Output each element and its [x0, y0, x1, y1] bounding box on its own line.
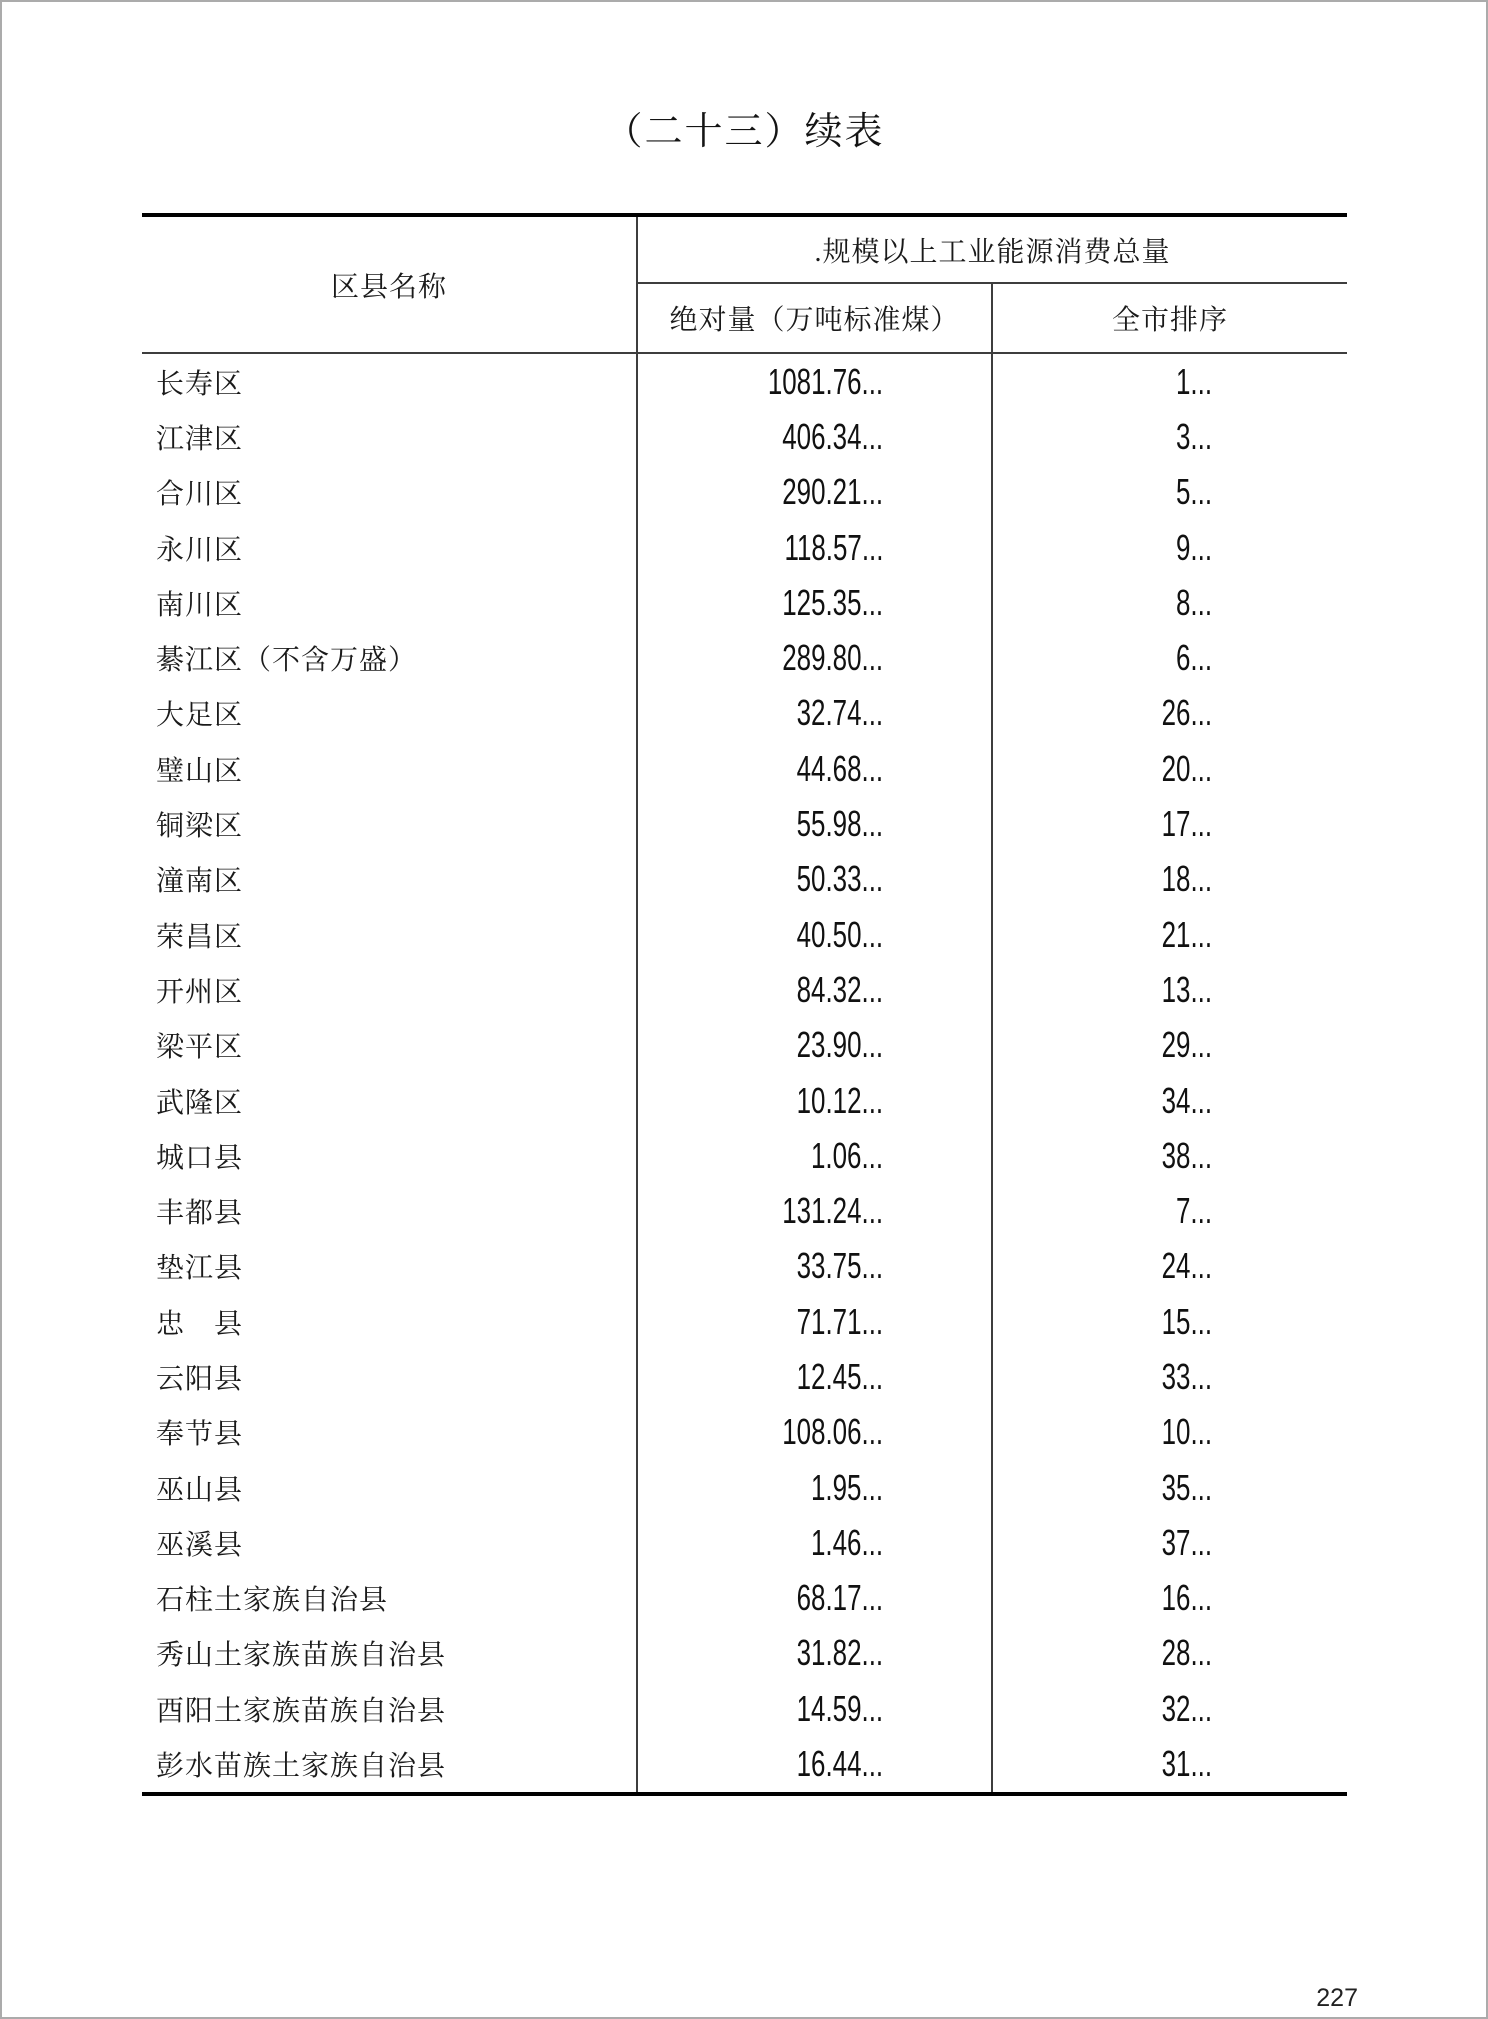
rank-value: 21...	[1161, 913, 1212, 955]
rank-value: 31...	[1161, 1743, 1212, 1785]
energy-value: 55.98...	[796, 803, 883, 845]
energy-value: 40.50...	[796, 913, 883, 955]
rank-value: 33...	[1161, 1355, 1212, 1397]
district-name: 綦江区（不含万盛）	[142, 630, 638, 685]
rank-cell	[993, 409, 1347, 464]
energy-value-cell	[638, 1018, 993, 1073]
energy-value-cell	[638, 354, 993, 409]
rank-value: 13...	[1161, 968, 1212, 1010]
district-name: 潼南区	[142, 852, 638, 907]
rank-value: 8...	[1175, 581, 1212, 623]
rank-cell	[993, 1515, 1347, 1570]
energy-value-cell	[638, 1736, 993, 1791]
table-row	[142, 1571, 1347, 1626]
energy-value: 118.57...	[784, 526, 883, 568]
rank-cell	[993, 686, 1347, 741]
district-name: 彭水苗族土家族自治县	[142, 1736, 638, 1791]
energy-value-cell	[638, 1515, 993, 1570]
district-name: 奉节县	[142, 1405, 638, 1460]
district-name: 铜梁区	[142, 796, 638, 851]
district-name: 忠 县	[142, 1294, 638, 1349]
table-body	[142, 354, 1347, 1792]
district-name: 秀山土家族苗族自治县	[142, 1626, 638, 1681]
energy-value-cell	[638, 1681, 993, 1736]
district-name: 丰都县	[142, 1183, 638, 1238]
page-number: 227	[1316, 1984, 1358, 2012]
district-name: 武隆区	[142, 1073, 638, 1128]
rank-value: 37...	[1161, 1521, 1212, 1563]
table-row	[142, 962, 1347, 1017]
energy-value-cell	[638, 741, 993, 796]
energy-value: 131.24...	[782, 1190, 883, 1232]
rank-value: 20...	[1161, 747, 1212, 789]
energy-value: 31.82...	[796, 1632, 883, 1674]
table-row	[142, 1128, 1347, 1183]
table-row	[142, 1349, 1347, 1404]
rank-cell	[993, 1349, 1347, 1404]
energy-value-cell	[638, 962, 993, 1017]
energy-value: 1.46...	[810, 1521, 883, 1563]
energy-value-cell	[638, 1460, 993, 1515]
rank-value: 6...	[1175, 637, 1212, 679]
rank-value: 1...	[1175, 360, 1212, 402]
absolute-column-header: 绝对量（万吨标准煤）	[638, 284, 993, 352]
energy-value: 50.33...	[796, 858, 883, 900]
rank-cell	[993, 1294, 1347, 1349]
table-row	[142, 575, 1347, 630]
energy-value: 71.71...	[796, 1300, 883, 1342]
energy-value: 33.75...	[796, 1245, 883, 1287]
table-row	[142, 1073, 1347, 1128]
rank-value: 16...	[1161, 1577, 1212, 1619]
rank-value: 32...	[1161, 1687, 1212, 1729]
district-name: 合川区	[142, 465, 638, 520]
energy-value: 108.06...	[782, 1411, 883, 1453]
rank-value: 3...	[1175, 415, 1212, 457]
energy-value-cell	[638, 520, 993, 575]
district-name: 南川区	[142, 575, 638, 630]
rank-value: 35...	[1161, 1466, 1212, 1508]
sub-header-row	[638, 284, 1347, 352]
energy-value: 68.17...	[796, 1577, 883, 1619]
rank-cell	[993, 796, 1347, 851]
table-row	[142, 796, 1347, 851]
rank-cell	[993, 1571, 1347, 1626]
district-name: 巫溪县	[142, 1515, 638, 1570]
table-row	[142, 1460, 1347, 1515]
energy-value-cell	[638, 630, 993, 685]
rank-value: 10...	[1161, 1411, 1212, 1453]
rank-cell	[993, 1626, 1347, 1681]
energy-value-cell	[638, 1349, 993, 1404]
table-row	[142, 1681, 1347, 1736]
rank-value: 29...	[1161, 1024, 1212, 1066]
rank-cell	[993, 1736, 1347, 1791]
page-title: （二十三）续表	[604, 111, 885, 153]
energy-value: 16.44...	[796, 1743, 883, 1785]
table-row	[142, 1405, 1347, 1460]
energy-value-cell	[638, 409, 993, 464]
energy-value: 44.68...	[796, 747, 883, 789]
energy-value: 406.34...	[782, 415, 883, 457]
district-name: 璧山区	[142, 741, 638, 796]
table-row	[142, 1736, 1347, 1791]
rank-value: 17...	[1161, 803, 1212, 845]
energy-consumption-table	[142, 213, 1347, 1796]
energy-value: 32.74...	[796, 692, 883, 734]
rank-cell	[993, 741, 1347, 796]
table-row	[142, 686, 1347, 741]
district-name: 长寿区	[142, 354, 638, 409]
table-row	[142, 1183, 1347, 1238]
rank-cell	[993, 465, 1347, 520]
rank-cell	[993, 1128, 1347, 1183]
rank-cell	[993, 962, 1347, 1017]
district-name: 永川区	[142, 520, 638, 575]
energy-value-cell	[638, 1183, 993, 1238]
table-row	[142, 354, 1347, 409]
rank-cell	[993, 575, 1347, 630]
table-row	[142, 1018, 1347, 1073]
energy-value: 1.95...	[810, 1466, 883, 1508]
table-row	[142, 907, 1347, 962]
rank-value: 26...	[1161, 692, 1212, 734]
rank-cell	[993, 1460, 1347, 1515]
rank-cell	[993, 520, 1347, 575]
table-row	[142, 1239, 1347, 1294]
table-row	[142, 1294, 1347, 1349]
rank-value: 18...	[1161, 858, 1212, 900]
district-name: 垫江县	[142, 1239, 638, 1294]
group-header: .规模以上工业能源消费总量	[638, 217, 1347, 284]
rank-column-header: 全市排序	[1111, 305, 1228, 336]
energy-value-cell	[638, 1626, 993, 1681]
energy-value: 289.80...	[782, 637, 883, 679]
energy-value: 125.35...	[782, 581, 883, 623]
energy-value-cell	[638, 686, 993, 741]
district-name: 城口县	[142, 1128, 638, 1183]
energy-value-cell	[638, 1571, 993, 1626]
district-name: 荣昌区	[142, 907, 638, 962]
table-row	[142, 409, 1347, 464]
district-name: 大足区	[142, 686, 638, 741]
district-name: 酉阳土家族苗族自治县	[142, 1681, 638, 1736]
energy-value: 14.59...	[796, 1687, 883, 1729]
district-name: 石柱土家族自治县	[142, 1571, 638, 1626]
rank-cell	[993, 1239, 1347, 1294]
rank-cell	[993, 907, 1347, 962]
energy-value: 1081.76...	[767, 360, 883, 402]
rank-value: 5...	[1175, 471, 1212, 513]
energy-value-cell	[638, 575, 993, 630]
energy-value: 23.90...	[796, 1024, 883, 1066]
table-row	[142, 465, 1347, 520]
table-row	[142, 741, 1347, 796]
rank-value: 28...	[1161, 1632, 1212, 1674]
rank-cell	[993, 1073, 1347, 1128]
district-name: 开州区	[142, 962, 638, 1017]
table-row	[142, 852, 1347, 907]
rank-cell	[993, 354, 1347, 409]
district-column-header: 区县名称	[142, 217, 638, 352]
rank-value: 15...	[1161, 1300, 1212, 1342]
table-row	[142, 520, 1347, 575]
district-name: 梁平区	[142, 1018, 638, 1073]
energy-value-cell	[638, 1073, 993, 1128]
rank-cell	[993, 630, 1347, 685]
rank-value: 34...	[1161, 1079, 1212, 1121]
district-name: 巫山县	[142, 1460, 638, 1515]
energy-value-cell	[638, 1128, 993, 1183]
energy-value-cell	[638, 852, 993, 907]
energy-value: 1.06...	[810, 1134, 883, 1176]
table-header	[142, 217, 1347, 354]
rank-cell	[993, 1405, 1347, 1460]
rank-cell	[993, 852, 1347, 907]
energy-value-cell	[638, 465, 993, 520]
district-name: 云阳县	[142, 1349, 638, 1404]
table-row	[142, 1626, 1347, 1681]
energy-value: 84.32...	[796, 968, 883, 1010]
right-header-group	[638, 217, 1347, 352]
table-row	[142, 630, 1347, 685]
energy-value: 12.45...	[796, 1355, 883, 1397]
energy-value-cell	[638, 1405, 993, 1460]
rank-cell	[993, 1183, 1347, 1238]
rank-value: 24...	[1161, 1245, 1212, 1287]
rank-value: 7...	[1175, 1190, 1212, 1232]
rank-cell	[993, 1681, 1347, 1736]
energy-value: 290.21...	[782, 471, 883, 513]
energy-value-cell	[638, 796, 993, 851]
rank-value: 9...	[1175, 526, 1212, 568]
rank-value: 38...	[1161, 1134, 1212, 1176]
energy-value-cell	[638, 1294, 993, 1349]
district-name: 江津区	[142, 409, 638, 464]
energy-value-cell	[638, 907, 993, 962]
energy-value: 10.12...	[796, 1079, 883, 1121]
table-row	[142, 1515, 1347, 1570]
energy-value-cell	[638, 1239, 993, 1294]
rank-cell	[993, 1018, 1347, 1073]
